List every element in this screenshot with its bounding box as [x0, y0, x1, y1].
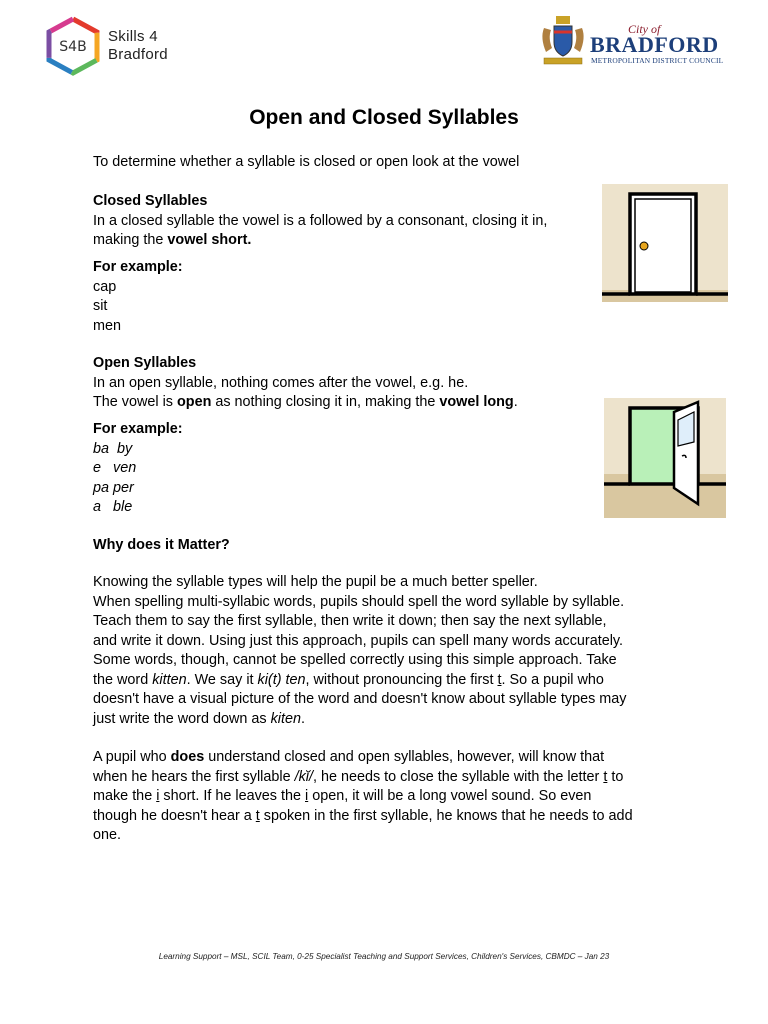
paragraph-line: doesn't have a visual picture of the word and doesn't know about syllable types may: [93, 691, 627, 707]
paragraph-line: [93, 768, 693, 788]
paragraph-line: [93, 710, 683, 730]
closed-example-item: men: [93, 317, 121, 334]
text-span: t: [255, 807, 260, 824]
text-span: t: [603, 768, 608, 785]
text-span: spoken in the first syllable, he knows that he needs to add: [259, 807, 633, 824]
text-span: . So a pupil who: [501, 671, 604, 688]
text-span: just write the word down as: [93, 710, 271, 727]
text-span: .: [300, 710, 305, 727]
text-span: A pupil who: [93, 749, 171, 765]
why-paragraph-1: [93, 573, 683, 729]
text-span: when he hears the first syllable: [93, 768, 295, 785]
closed-line2: [93, 231, 593, 251]
text-span: to: [607, 768, 624, 785]
open-line2-b: open: [176, 394, 212, 410]
text-span: the word: [93, 671, 153, 688]
open-line2: [93, 393, 563, 413]
text-span: t: [497, 671, 502, 688]
closed-example-item: cap: [93, 278, 117, 295]
skills4bradford-logo: [44, 16, 184, 76]
open-line2-d: vowel long: [439, 394, 514, 410]
paragraph-line: Teach them to say the first syllable, then write it down; then say the next syllable,: [93, 613, 607, 629]
closed-example-heading: For example:: [93, 259, 183, 275]
closed-door-icon: [602, 184, 728, 302]
open-door-icon: [604, 398, 726, 518]
open-line1: In an open syllable, nothing comes after the vowel, e.g. he.: [93, 374, 469, 391]
open-examples: [93, 420, 183, 518]
paragraph-line: [93, 671, 683, 691]
open-example-item: e ven: [93, 460, 137, 476]
text-span: kitten: [152, 671, 187, 688]
open-line2-a: The vowel is: [93, 394, 177, 410]
open-example-item: ba by: [93, 440, 133, 457]
text-span: , without pronouncing the first: [305, 671, 498, 688]
s4b-hexagon-icon: [44, 16, 102, 76]
s4b-name-line1: Skills 4: [108, 28, 158, 45]
page-footer: Learning Support – MSL, SCIL Team, 0-25 Specialist Teaching and Support Services, Children's Services, CBMDC – Jan 23: [158, 952, 610, 961]
council-text: METROPOLITAN DISTRICT COUNCIL: [591, 56, 724, 65]
closed-heading: Closed Syllables: [93, 193, 208, 209]
closed-line2-text: making the: [93, 232, 168, 248]
text-span: /kĭ/: [294, 768, 313, 785]
closed-line2-bold: vowel short.: [167, 232, 252, 248]
bradford-text: BRADFORD: [590, 32, 719, 57]
closed-syllables-section: [93, 192, 593, 251]
open-heading: Open Syllables: [93, 355, 197, 371]
open-syllables-section: [93, 354, 563, 413]
paragraph-line: Some words, though, cannot be spelled correctly using this simple approach. Take: [93, 652, 617, 668]
text-span: short. If he leaves the: [159, 788, 305, 804]
text-span: make the: [93, 788, 157, 804]
open-example-item: a ble: [93, 499, 133, 515]
closed-example-item: sit: [93, 298, 108, 314]
open-example-item: pa per: [93, 479, 134, 496]
s4b-name-line2: Bradford: [108, 46, 168, 63]
paragraph-line: [93, 807, 693, 827]
closed-examples: [93, 258, 183, 336]
text-span: , he needs to close the syllable with the letter: [312, 768, 604, 785]
text-span: does: [170, 749, 205, 765]
why-heading: Why does it Matter?: [93, 537, 230, 553]
paragraph-line: Knowing the syllable types will help the pupil be a much better speller.: [93, 574, 538, 590]
text-span: though he doesn't hear a: [93, 807, 256, 824]
intro-text: To determine whether a syllable is closed or open look at the vowel: [93, 154, 520, 170]
bradford-council-logo: [538, 14, 728, 70]
coat-of-arms-icon: [538, 14, 588, 68]
svg-text:S4B: S4B: [59, 39, 87, 55]
paragraph-line: and write it down. Using just this approach, pupils can spell many words accurately.: [93, 632, 624, 649]
s4b-name: [108, 28, 168, 64]
closed-line1: In a closed syllable the vowel is a followed by a consonant, closing it in,: [93, 212, 548, 229]
text-span: ki(t) ten: [257, 671, 306, 688]
why-paragraph-2: [93, 748, 693, 846]
text-span: open, it will be a long vowel sound. So even: [308, 788, 592, 804]
text-span: i: [156, 788, 160, 804]
open-example-heading: For example:: [93, 421, 183, 437]
paragraph-line: one.: [93, 827, 122, 843]
text-span: i: [305, 788, 309, 804]
page-title: Open and Closed Syllables: [249, 106, 519, 129]
text-span: understand closed and open syllables, however, will know that: [204, 749, 605, 765]
open-line2-c: as nothing closing it in, making the: [211, 394, 440, 410]
paragraph-line: [93, 787, 693, 807]
page-header: [0, 0, 768, 90]
paragraph-line: [93, 748, 693, 768]
text-span: . We say it: [186, 671, 258, 688]
paragraph-line: When spelling multi-syllabic words, pupils should spell the word syllable by syllable.: [93, 593, 625, 610]
open-line2-e: .: [513, 394, 518, 410]
city-of-text: City of: [628, 22, 661, 36]
text-span: kiten: [270, 710, 301, 727]
